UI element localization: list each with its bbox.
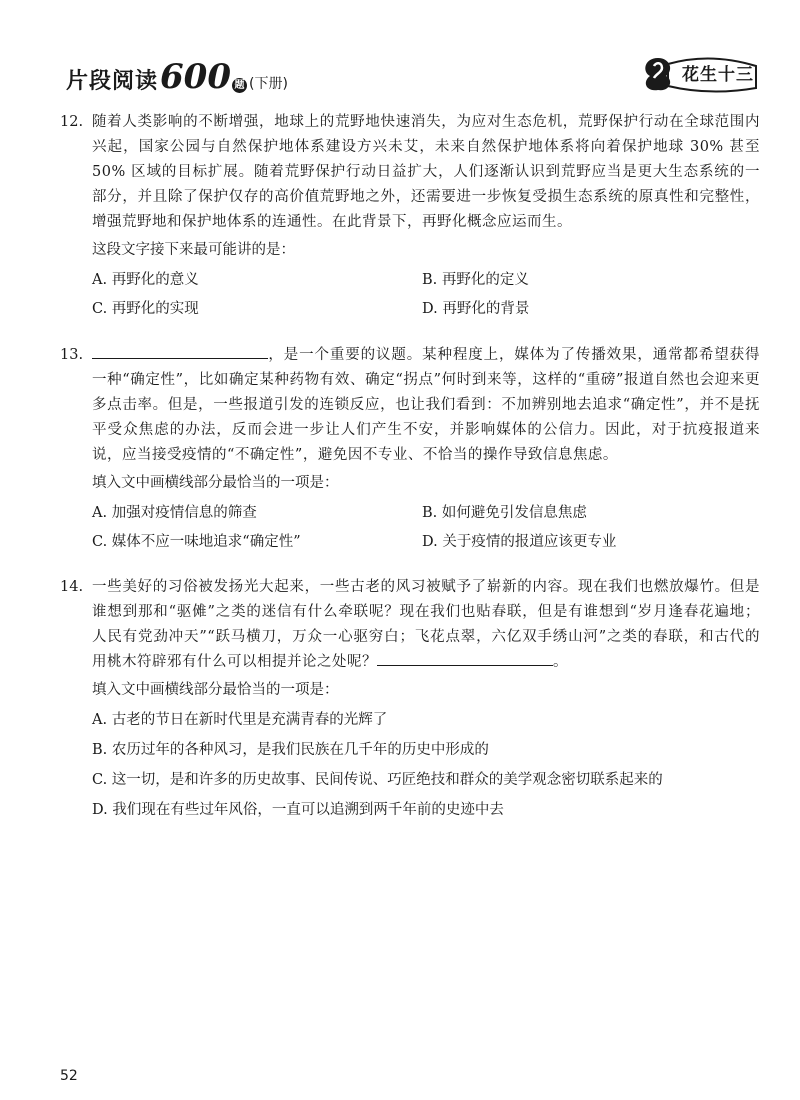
option-b: B. 如何避免引发信息焦虑 — [422, 505, 587, 521]
brand-logo — [640, 54, 760, 94]
book-title-number: 600 — [160, 57, 231, 97]
option-a: A. 加强对疫情信息的筛查 — [92, 505, 257, 521]
question-stem — [92, 575, 760, 675]
page-number: 52 — [60, 1068, 78, 1084]
answer-blank — [377, 651, 553, 666]
option-c: C. 媒体不应一味地追求“确定性” — [92, 534, 301, 550]
option-d: D. 关于疫情的报道应该更专业 — [422, 534, 617, 550]
option-a: A. 古老的节日在新时代里是充满青春的光辉了 — [92, 712, 388, 728]
option-b: B. 农历过年的各种风习，是我们民族在几千年的历史中形成的 — [92, 742, 489, 758]
options — [92, 708, 760, 823]
book-volume: (下册) — [249, 76, 288, 92]
stem-text: ，是一个重要的议题。某种程度上，媒体为了传播效果，通常都希望获得一种“确定性”，比如确定某种药物有效、确定“拐点”何时到来等，这样的“重磅”报道自然也会迎来更多点击率。但是，一些报道引发的连锁反应，也让我们看到：不加辨别地去追求“确定性”，并不是抚平受众焦虑的办法，反而会进一步让人们产生不安，并影响媒体的公信力。因此，对于抗疫报道来说，应当接受疫情的“不确定性”，避免因不专业、不恰当的操作导致信息焦虑。 — [92, 347, 760, 463]
stem-text: 一些美好的习俗被发扬光大起来，一些古老的风习被赋予了崭新的内容。现在我们也燃放爆竹。但是谁想到那和“驱傩”之类的迷信有什么牵联呢？现在我们也贴春联，但是有谁想到“岁月逢春花遍地；人民有党劲冲天”“跃马横刀，万众一心驱穷白；飞花点翠，六亿双手绣山河”之类的春联，和古代的用桃木符辟邪有什么可以相提并论之处呢？ — [92, 579, 760, 670]
book-title — [66, 57, 288, 97]
question-stem: 随着人类影响的不断增强，地球上的荒野地快速消失，为应对生态危机，荒野保护行动在全球范围内兴起，国家公园与自然保护地体系建设方兴未艾，未来自然保护地体系将向着保护地球 30% 甚至 50% 区域的目标扩展。随着荒野保护行动日益扩大，人们逐渐认识到荒野应当是更大生态系统的一部分，并且除了保护仅存的高价值荒野地之外，还需要进一步恢复受损生态系统的原真性和完整性，增强荒野地和保护地体系的连通性。在此背景下，再野化概念应运而生。 — [92, 114, 760, 230]
option-c: C. 这一切，是和许多的历史故事、民间传说、巧匠绝技和群众的美学观念密切联系起来的 — [92, 772, 663, 788]
question-stem — [92, 343, 760, 468]
option-d: D. 再野化的背景 — [422, 301, 530, 317]
page-header — [60, 52, 760, 100]
option-c: C. 再野化的实现 — [92, 301, 199, 317]
question-prompt: 这段文字接下来最可能讲的是： — [92, 242, 295, 258]
logo-text: 花生十三 — [682, 65, 754, 85]
question-number: 12. — [60, 114, 84, 130]
option-b: B. 再野化的定义 — [422, 272, 529, 288]
stem-end: 。 — [553, 654, 568, 670]
question-number: 13. — [60, 347, 84, 363]
question-14 — [60, 575, 760, 823]
question-number: 14. — [60, 579, 84, 595]
question-prompt: 填入文中画横线部分最恰当的一项是： — [92, 475, 339, 491]
option-d: D. 我们现在有些过年风俗，一直可以追溯到两千年前的史迹中去 — [92, 802, 504, 818]
book-title-text: 片段阅读 — [66, 69, 159, 94]
options — [92, 268, 760, 322]
option-a: A. 再野化的意义 — [92, 272, 199, 288]
question-prompt: 填入文中画横线部分最恰当的一项是： — [92, 682, 339, 698]
question-12 — [60, 110, 760, 322]
options — [92, 501, 760, 555]
answer-blank — [92, 344, 268, 359]
question-13 — [60, 343, 760, 555]
book-title-unit: 题 — [232, 78, 247, 93]
